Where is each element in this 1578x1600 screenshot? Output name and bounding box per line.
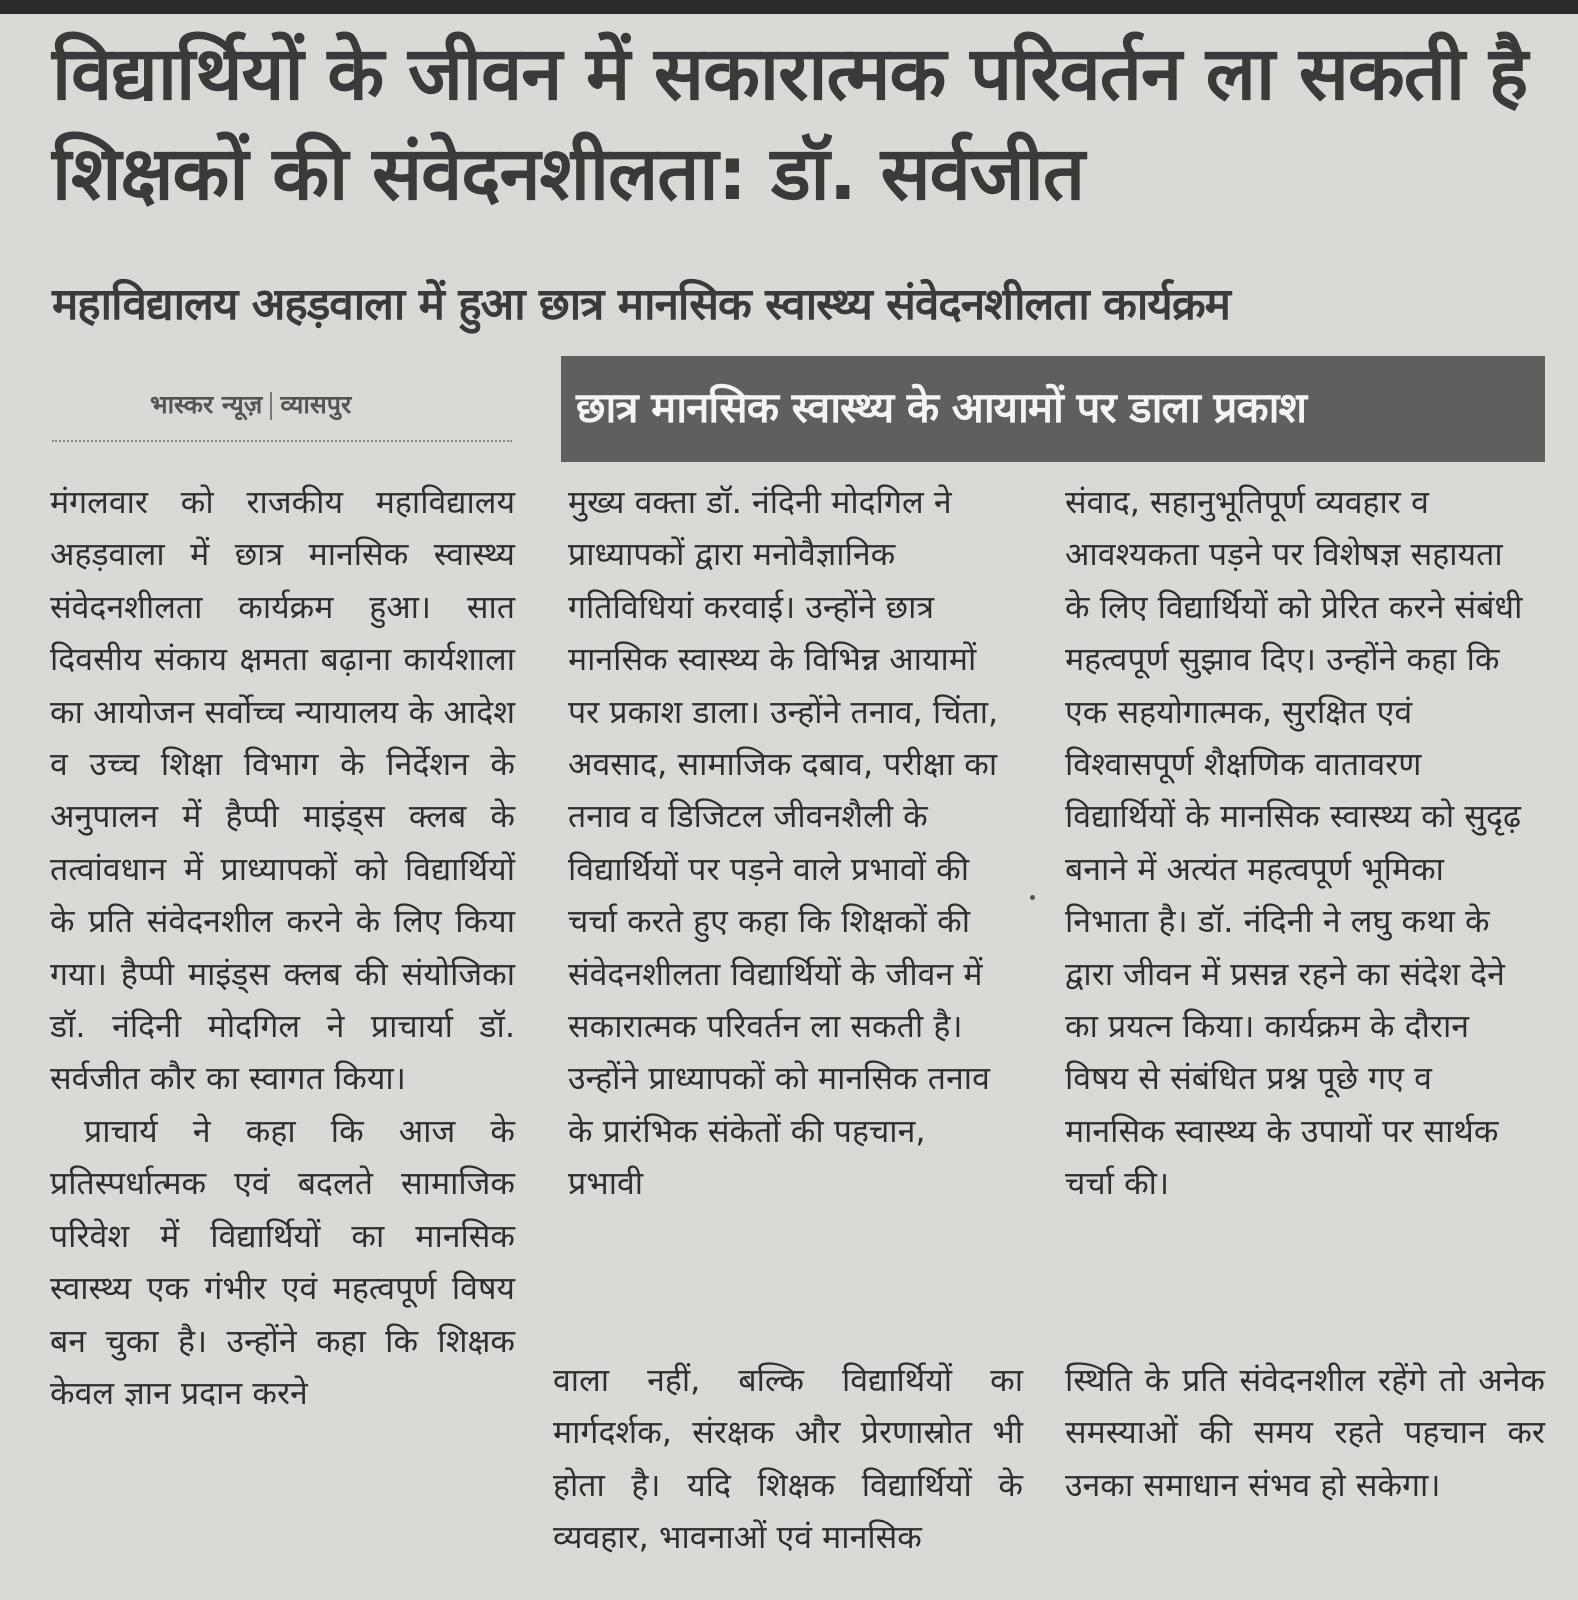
column-2-paragraph: मुख्य वक्ता डॉ. नंदिनी मोदगिल ने प्राध्यापकों द्वारा मनोवैज्ञानिक गतिविधियां करवाई। उन्होंने छात्र मानसिक स्वास्थ्य के विभिन्न आयामों पर प्रकाश डाला। उन्होंने तनाव, चिंता, अवसाद, सामाजिक दबाव, परीक्षा का तनाव व डिजिटल जीवनशैली के विद्यार्थियों पर पड़ने वाले प्रभावों की चर्चा करते हुए कहा कि शिक्षकों की संवेदनशीलता विद्यार्थियों के जीवन में सकारात्मक परिवर्तन ला सकती है। उन्होंने प्राध्यापकों को मानसिक तनाव के प्रारंभिक संकेतों की पहचान, प्रभावी	[568, 483, 999, 1203]
column-1-paragraph-2: प्राचार्य ने कहा कि आज के प्रतिस्पर्धात्मक एवं बदलते सामाजिक परिवेश में विद्यार्थियों का मानसिक स्वास्थ्य एक गंभीर एवं महत्वपूर्ण विषय बन चुका है। उन्होंने कहा कि शिक्षक केवल ज्ञान प्रदान करने	[50, 1111, 515, 1412]
article-column-3	[1065, 476, 1525, 1210]
article-column-2	[568, 476, 1008, 1210]
column-1-paragraph-1: मंगलवार को राजकीय महाविद्यालय अहड़वाला में छात्र मानसिक स्वास्थ्य संवेदनशीलता कार्यक्रम हुआ। सात दिवसीय संकाय क्षमता बढ़ाना कार्यशाला का आयोजन सर्वोच्च न्यायालय के आदेश व उच्च शिक्षा विभाग के निर्देशन के अनुपालन में हैप्पी माइंड्स क्लब के तत्वांवधान में प्राध्यापकों को विद्यार्थियों के प्रति संवेदनशील करने के लिए किया गया। हैप्पी माइंड्स क्लब की संयोजिका डॉ. नंदिनी मोदगिल ने प्राचार्या डॉ. सर्वजीत कौर का स्वागत किया।	[50, 483, 515, 1098]
page-top-edge	[0, 0, 1578, 14]
byline-divider	[52, 440, 512, 442]
section-heading: छात्र मानसिक स्वास्थ्य के आयामों पर डाला प्रकाश	[576, 383, 1307, 432]
article-column-1	[50, 476, 515, 1419]
byline	[150, 385, 351, 425]
byline-source: भास्कर न्यूज़	[150, 390, 263, 419]
print-speck	[1030, 895, 1035, 900]
article-column-5	[1065, 1354, 1545, 1511]
byline-separator	[270, 392, 272, 420]
headline: विद्यार्थियों के जीवन में सकारात्मक परिवर्तन ला सकती है शिक्षकों की संवेदनशीलता: डॉ. सर्वजीत	[52, 31, 1528, 217]
byline-location: व्यासपुर	[280, 390, 352, 419]
column-4-paragraph: वाला नहीं, बल्कि विद्यार्थियों का मार्गदर्शक, संरक्षक और प्रेरणास्रोत भी होता है। यदि शिक्षक विद्यार्थियों के व्यवहार, भावनाओं एवं मानसिक	[553, 1361, 1023, 1557]
article-column-4	[553, 1354, 1023, 1564]
column-3-paragraph: संवाद, सहानुभूतिपूर्ण व्यवहार व आवश्यकता पड़ने पर विशेषज्ञ सहायता के लिए विद्यार्थियों को प्रेरित करने संबंधी महत्वपूर्ण सुझाव दिए। उन्होंने कहा कि एक सहयोगात्मक, सुरक्षित एवं विश्वासपूर्ण शैक्षणिक वातावरण विद्यार्थियों के मानसिक स्वास्थ्य को सुदृढ़ बनाने में अत्यंत महत्वपूर्ण भूमिका निभाता है। डॉ. नंदिनी ने लघु कथा के द्वारा जीवन में प्रसन्न रहने का संदेश देने का प्रयत्न किया। कार्यक्रम के दौरान विषय से संबंधित प्रश्न पूछे गए व मानसिक स्वास्थ्य के उपायों पर सार्थक चर्चा की।	[1065, 483, 1523, 1203]
column-5-paragraph: स्थिति के प्रति संवेदनशील रहेंगे तो अनेक समस्याओं की समय रहते पहचान कर उनका समाधान संभव हो सकेगा।	[1065, 1361, 1545, 1504]
subheadline: महाविद्यालय अहड़वाला में हुआ छात्र मानसिक स्वास्थ्य संवेदनशीलता कार्यक्रम	[52, 279, 1230, 330]
